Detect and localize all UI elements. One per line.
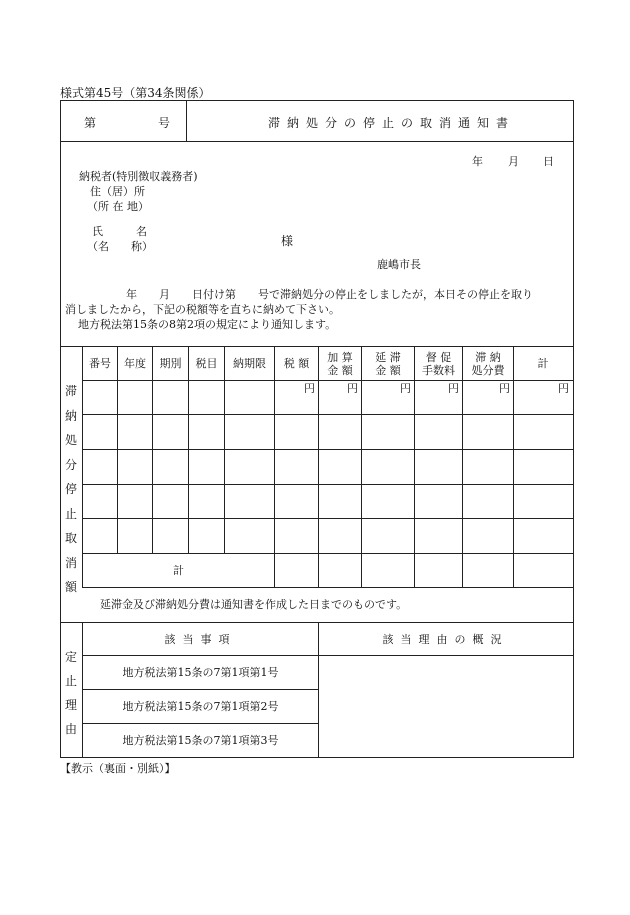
arrears-side-label: 滞 納 処 分 停 止 取 消 額 [64, 384, 77, 594]
taxpayer-label: 納税者(特別徴収義務者) [79, 170, 198, 183]
date-day: 日 [543, 155, 554, 168]
unit-yen: 円 [400, 382, 411, 395]
col-header-total: 計 [537, 357, 549, 370]
col-header-additional-amount: 加 算 金 額 [327, 350, 353, 377]
col-header-applicable-item: 該当事項 [164, 632, 237, 646]
col-header-period: 期別 [159, 357, 182, 370]
reason-row: 地方税法第15条の7第1項第3号 [122, 734, 279, 747]
address-alt-label: （所 在 地） [87, 200, 149, 213]
address-label: 住（居）所 [90, 185, 145, 198]
col-header-delinquency: 延 滞 金 額 [375, 350, 401, 377]
honorific: 様 [281, 234, 294, 248]
col-header-due-date: 納期限 [233, 357, 266, 370]
footer-instruction: 【教示（裏面・別紙）】 [60, 762, 176, 775]
issuer: 鹿嶋市長 [377, 258, 421, 271]
table-note: 延滞金及び滞納処分費は通知書を作成した日までのものです。 [100, 598, 408, 611]
col-header-reminder-fee: 督 促 手数料 [422, 350, 455, 377]
body-line-2: 消しましたから，下記の税額等を直ちに納めて下さい。 [65, 303, 340, 316]
unit-yen: 円 [499, 382, 510, 395]
reason-row: 地方税法第15条の7第1項第1号 [122, 666, 279, 679]
col-header-disposal-cost: 滞 納 処分費 [471, 350, 505, 377]
number-label-prefix: 第 [84, 116, 97, 130]
name-label: 氏 名 [92, 225, 147, 238]
col-header-year: 年度 [124, 357, 146, 370]
body-line-3: 地方税法第15条の8第2項の規定により通知します。 [78, 318, 337, 331]
unit-yen: 円 [347, 382, 358, 395]
reason-row: 地方税法第15条の7第1項第2号 [122, 700, 279, 713]
date-year: 年 [472, 155, 483, 168]
unit-yen: 円 [304, 382, 315, 395]
total-row-label: 計 [173, 564, 184, 577]
date-month: 月 [508, 155, 519, 168]
unit-yen: 円 [448, 382, 459, 395]
unit-yen: 円 [558, 382, 569, 395]
form-number: 様式第45号（第34条関係） [60, 86, 211, 100]
col-header-tax-amount: 税 額 [283, 357, 310, 370]
number-label-suffix: 号 [158, 116, 171, 130]
reasons-side-label: 定 止 理 由 [64, 650, 77, 736]
col-header-tax-item: 税目 [195, 357, 218, 370]
body-line-1: 年 月 日付け第 号で滞納処分の停止をしましたが，本日その停止を取り [126, 288, 533, 301]
name-alt-label: （名 称） [87, 240, 153, 253]
col-header-number: 番号 [89, 357, 111, 370]
document-title: 滞納処分の停止の取消通知書 [268, 116, 516, 130]
col-header-reason-summary: 該当理由の概況 [382, 632, 509, 646]
